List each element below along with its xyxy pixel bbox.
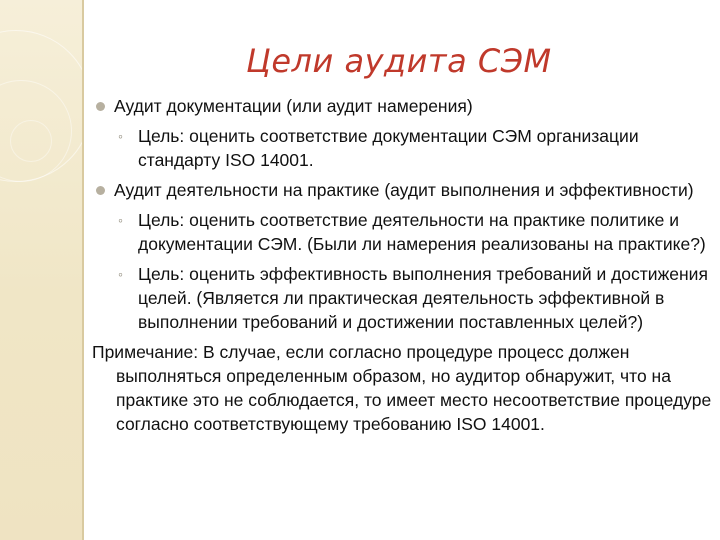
- sub-bullet-text: Цель: оценить соответствие документации СЭМ организации стандарту ISO 14001.: [138, 126, 639, 170]
- sub-bullet-text: Цель: оценить соответствие деятельности на практике политике и документации СЭМ. (Были ли намерения реализованы на практике?): [138, 210, 706, 254]
- sub-bullet-item: [92, 262, 712, 334]
- decorative-side-panel: [0, 0, 82, 540]
- circle-bullet-icon: ◦: [118, 266, 123, 282]
- bullet-item: [92, 178, 712, 202]
- bullet-text: Аудит деятельности на практике (аудит выполнения и эффективности): [114, 180, 694, 200]
- bullet-text: Аудит документации (или аудит намерения): [114, 96, 473, 116]
- bullet-item: [92, 94, 712, 118]
- bullet-dot-icon: [96, 102, 105, 111]
- decorative-circle: [10, 120, 52, 162]
- bullet-dot-icon: [96, 186, 105, 195]
- sub-bullet-item: [92, 208, 712, 256]
- slide-title: Цели аудита СЭМ: [246, 42, 552, 80]
- circle-bullet-icon: ◦: [118, 128, 123, 144]
- slide-content: [92, 94, 712, 436]
- circle-bullet-icon: ◦: [118, 212, 123, 228]
- note-paragraph: Примечание: В случае, если согласно процедуре процесс должен выполняться определенным образом, но аудитор обнаружит, что на практике это не соблюдается, то имеет место несоответствие процедуре согласно соответствующему требованию ISO 14001.: [92, 342, 712, 434]
- panel-divider: [82, 0, 84, 540]
- sub-bullet-text: Цель: оценить эффективность выполнения требований и достижения целей. (Является ли практическая деятельность эффективной в выполнении требований и достижении поставленных целей?): [138, 264, 708, 332]
- sub-bullet-item: [92, 124, 712, 172]
